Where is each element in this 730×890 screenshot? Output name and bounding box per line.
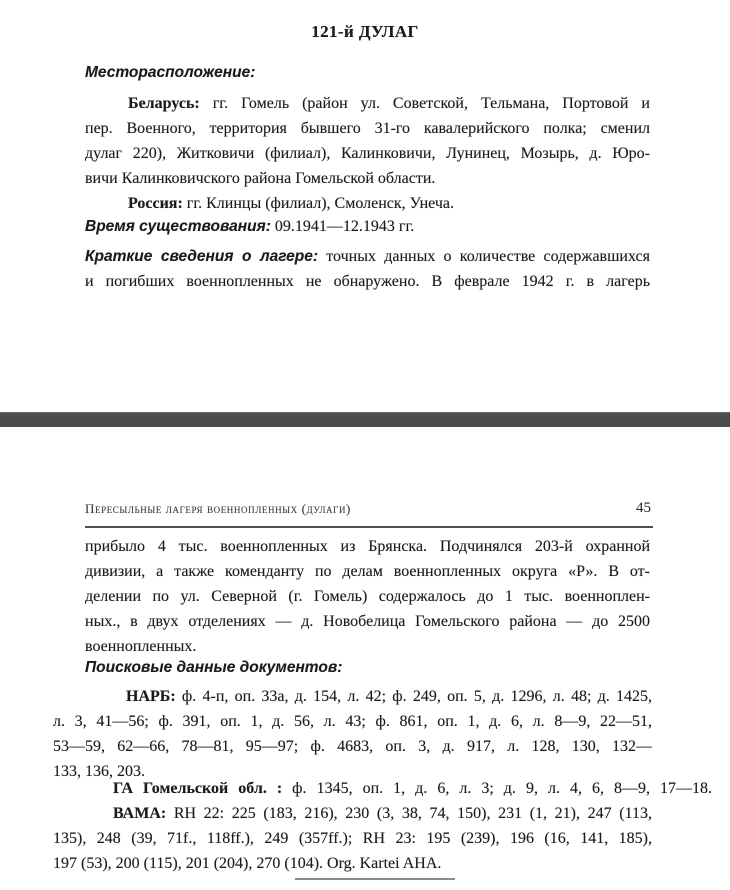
paragraph-text: RH 22: 225 (183, 216), 230 (3, 38, 74, 150), 231 (1, 21), 247 (113, xyxy=(166,805,652,822)
narb-paragraph xyxy=(53,684,652,784)
location-heading: Месторасположение: xyxy=(85,64,256,81)
summary-paragraph xyxy=(85,244,650,294)
paragraph-line: л. 3, 41—56; ф. 391, оп. 1, д. 56, л. 43; ф. 861, оп. 1, д. 6, л. 8—9, 22—51, xyxy=(53,713,652,730)
ga-line xyxy=(53,776,712,801)
russia-label: Россия: xyxy=(128,195,183,212)
paragraph-line: военнопленных. xyxy=(85,638,197,655)
paragraph-line: 197 (53), 200 (115), 201 (204), 270 (104). Org. Kartei AHA. xyxy=(53,855,442,872)
page-divider-bar xyxy=(0,412,730,427)
paragraph-line xyxy=(85,244,650,269)
paragraph-line xyxy=(85,91,650,116)
footnote-rule xyxy=(295,878,455,880)
paragraph-text: гг. Гомель (район ул. Советской, Тельмана, Портовой и xyxy=(199,95,650,112)
running-header: Пересыльные лагеря военнопленных (дулаги) xyxy=(85,501,351,516)
paragraph-text: ф. 4-п, оп. 33а, д. 154, л. 42; ф. 249, оп. 5, д. 1296, л. 48; д. 1425, xyxy=(175,688,652,705)
paragraph-line: дулаг 220), Житковичи (филиал), Калинковичи, Лунинец, Мозырь, д. Юро- xyxy=(85,145,650,162)
paragraph-line: прибыло 4 тыс. военнопленных из Брянска. Подчинялся 203-й охранной xyxy=(85,538,650,555)
location-paragraph xyxy=(85,91,650,216)
paragraph-line: пер. Военного, территория бывшего 31-го кавалерийского полка; сменил xyxy=(85,120,650,137)
belarus-label: Беларусь: xyxy=(128,95,200,112)
paragraph-line: вичи Калинковичского района Гомельской области. xyxy=(85,170,436,187)
paragraph-line xyxy=(53,801,652,826)
page2-header xyxy=(85,500,651,517)
header-rule xyxy=(85,526,653,528)
paragraph-line: 135), 248 (39, 71f., 118ff.), 249 (357ff.); RH 23: 195 (239), 196 (16, 141, 185), xyxy=(53,830,652,847)
paragraph-line: 133, 136, 203. xyxy=(53,763,145,780)
search-data-heading: Поисковые данные документов: xyxy=(85,659,343,676)
page-number: 45 xyxy=(636,500,651,516)
vama-paragraph xyxy=(53,801,652,876)
paragraph-line: 53—59, 62—66, 78—81, 95—97; ф. 4683, оп. 3, д. 917, л. 128, 130, 132— xyxy=(53,738,652,755)
paragraph-text: гг. Клинцы (филиал), Смоленск, Унеча. xyxy=(182,195,454,212)
paragraph-line xyxy=(53,684,652,709)
paragraph-text: ф. 1345, оп. 1, д. 6, л. 3; д. 9, л. 4, 6, 8—9, 17—18. xyxy=(282,780,712,797)
paragraph-line: и погибших военнопленных не обнаружено. В феврале 1942 г. в лагерь xyxy=(85,273,650,290)
existence-heading: Время существования: xyxy=(85,218,271,235)
paragraph-line: делении по ул. Северной (г. Гомель) содержалось до 1 тыс. военноплен- xyxy=(85,588,650,605)
existence-value: 09.1941—12.1943 гг. xyxy=(270,218,415,235)
page2-body-paragraph xyxy=(85,534,650,659)
existence-line xyxy=(85,214,650,239)
paragraph-line xyxy=(85,191,650,216)
paragraph-line: ных., в двух отделениях — д. Новобелица Гомельского района — до 2500 xyxy=(85,613,650,630)
summary-heading: Краткие сведения о лагере: xyxy=(85,248,319,265)
ga-label: ГА Гомельской обл. : xyxy=(113,780,283,797)
vama-label: ВАМА: xyxy=(113,805,167,822)
narb-label: НАРБ: xyxy=(126,688,176,705)
paragraph-text: точных данных о количестве содержавшихся xyxy=(318,248,650,265)
page1-title: 121-й ДУЛАГ xyxy=(311,22,419,41)
paragraph-line: дивизии, а также коменданту по делам военнопленных округа «Р». В от- xyxy=(85,563,650,580)
